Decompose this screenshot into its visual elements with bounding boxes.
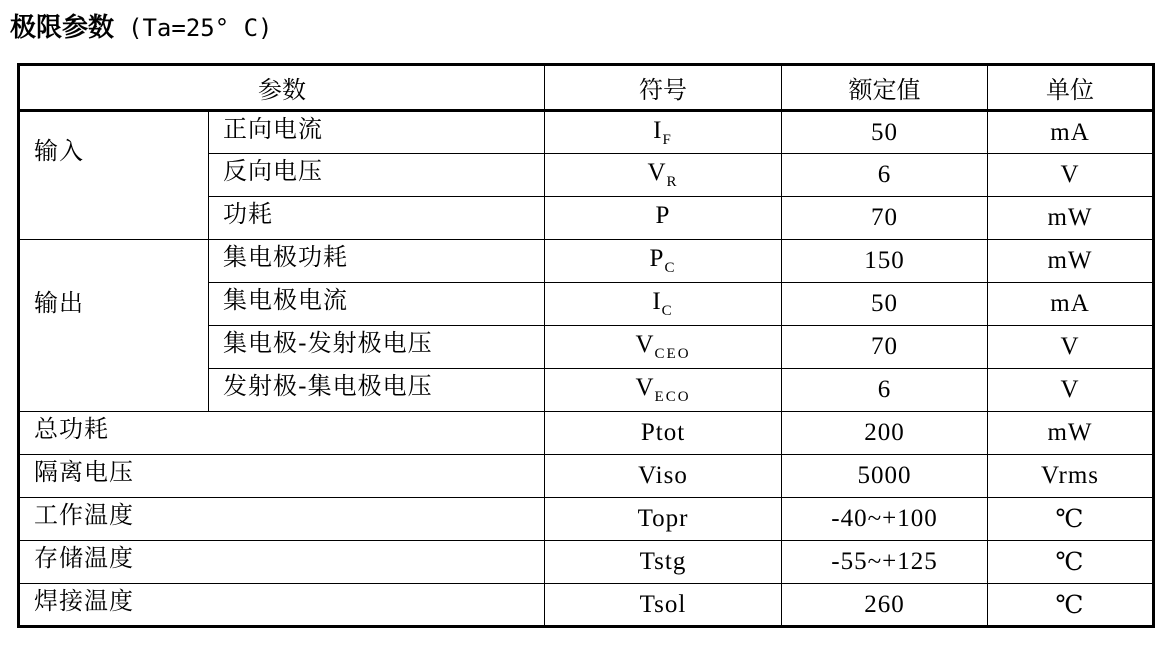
- unit-cell: mW: [988, 240, 1154, 283]
- symbol-main: V: [647, 159, 667, 186]
- symbol-cell: [545, 197, 782, 240]
- symbol-cell: Ptot: [545, 412, 782, 455]
- symbol-main: I: [652, 288, 662, 315]
- value-cell: 50: [782, 283, 988, 326]
- unit-cell: mA: [988, 111, 1154, 154]
- param-cell: 正向电流: [209, 111, 545, 154]
- param-cell: 存储温度: [19, 541, 545, 584]
- unit-cell: ℃: [988, 584, 1154, 627]
- symbol-main: V: [635, 331, 655, 358]
- symbol-subscript: C: [661, 303, 674, 319]
- symbol-subscript: CEO: [654, 346, 691, 362]
- symbol-main: P: [655, 202, 671, 229]
- symbol-cell: [545, 111, 782, 154]
- table-row: [19, 584, 1154, 627]
- header-unit: 单位: [988, 65, 1154, 111]
- symbol-cell: Topr: [545, 498, 782, 541]
- unit-cell: V: [988, 326, 1154, 369]
- unit-cell: mW: [988, 412, 1154, 455]
- param-cell: 工作温度: [19, 498, 545, 541]
- symbol-subscript: ECO: [654, 389, 691, 405]
- symbol-cell: [545, 283, 782, 326]
- group-label-output: 输出: [19, 240, 209, 412]
- value-cell: 150: [782, 240, 988, 283]
- header-symbol: 符号: [545, 65, 782, 111]
- param-cell: 功耗: [209, 197, 545, 240]
- symbol-subscript: F: [662, 131, 673, 148]
- unit-cell: V: [988, 154, 1154, 197]
- value-cell: 5000: [782, 455, 988, 498]
- symbol-subscript: R: [666, 174, 679, 190]
- page-title: [10, 10, 273, 46]
- table-row: [19, 498, 1154, 541]
- table-header-row: [19, 65, 1154, 111]
- param-cell: 焊接温度: [19, 584, 545, 627]
- value-cell: 200: [782, 412, 988, 455]
- table-row: [19, 541, 1154, 584]
- table-row: [19, 240, 1154, 283]
- param-cell: 集电极-发射极电压: [209, 326, 545, 369]
- unit-cell: ℃: [988, 498, 1154, 541]
- param-cell: 发射极-集电极电压: [209, 369, 545, 412]
- unit-cell: V: [988, 369, 1154, 412]
- value-cell: 260: [782, 584, 988, 627]
- table-row: [19, 412, 1154, 455]
- unit-cell: ℃: [988, 541, 1154, 584]
- value-cell: 6: [782, 369, 988, 412]
- param-cell: 反向电压: [209, 154, 545, 197]
- value-cell: 70: [782, 326, 988, 369]
- value-cell: 50: [782, 111, 988, 154]
- table-row: [19, 111, 1154, 154]
- unit-cell: mW: [988, 197, 1154, 240]
- value-cell: -40~+100: [782, 498, 988, 541]
- title-condition: (Ta=25° C): [128, 14, 273, 42]
- param-cell: 隔离电压: [19, 455, 545, 498]
- header-rating: 额定值: [782, 65, 988, 111]
- symbol-cell: Tsol: [545, 584, 782, 627]
- unit-cell: Vrms: [988, 455, 1154, 498]
- symbol-cell: [545, 326, 782, 369]
- symbol-cell: Tstg: [545, 541, 782, 584]
- header-param: 参数: [19, 65, 545, 111]
- symbol-cell: [545, 240, 782, 283]
- absolute-max-ratings-table: [17, 63, 1155, 628]
- symbol-main: V: [635, 374, 655, 401]
- unit-cell: mA: [988, 283, 1154, 326]
- symbol-cell: Viso: [545, 455, 782, 498]
- param-cell: 集电极功耗: [209, 240, 545, 283]
- param-cell: 总功耗: [19, 412, 545, 455]
- table-row: [19, 455, 1154, 498]
- value-cell: 70: [782, 197, 988, 240]
- symbol-cell: [545, 154, 782, 197]
- param-cell: 集电极电流: [209, 283, 545, 326]
- symbol-main: I: [653, 116, 663, 144]
- symbol-cell: [545, 369, 782, 412]
- value-cell: -55~+125: [782, 541, 988, 584]
- symbol-subscript: C: [664, 260, 677, 276]
- group-label-input: 输入: [19, 111, 209, 240]
- value-cell: 6: [782, 154, 988, 197]
- title-main: 极限参数: [10, 13, 115, 43]
- symbol-main: P: [649, 245, 665, 272]
